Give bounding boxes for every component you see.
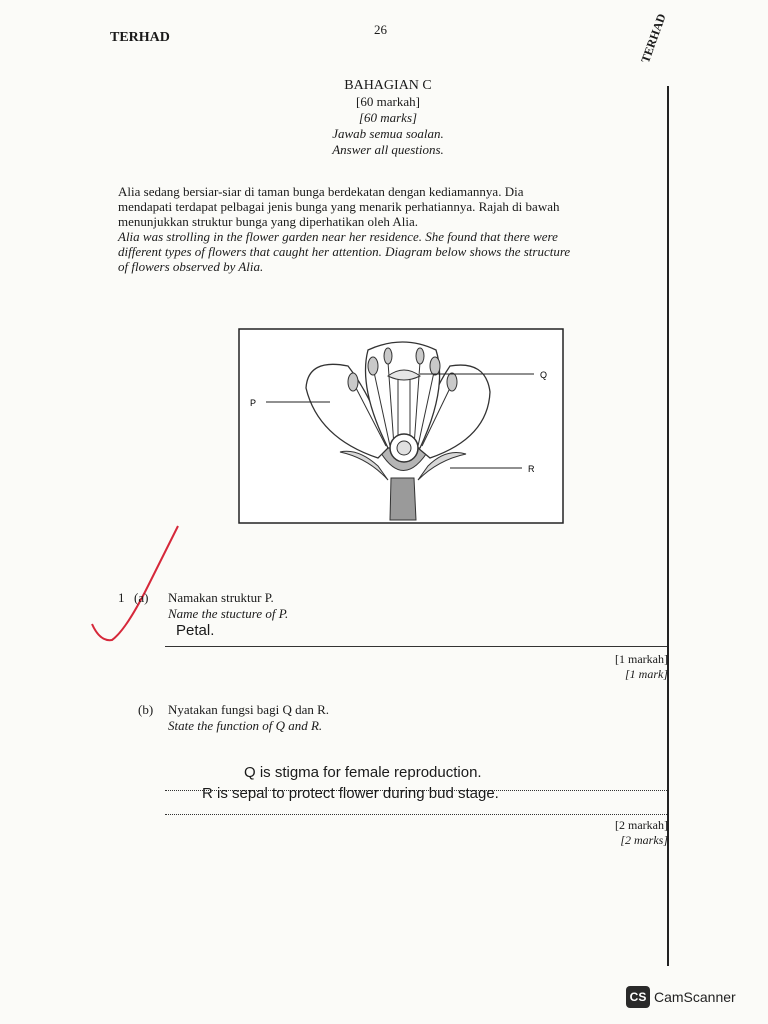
answer-a-line [165,646,667,647]
answer-a: Petal. [176,622,215,639]
question-a-malay: Namakan struktur P. [168,590,274,605]
passage-malay-line: mendapati terdapat pelbagai jenis bunga yang menarik perhatiannya. Rajah di bawah [118,199,560,214]
section-marks-malay: [60 markah] [356,94,420,109]
section-instruction-english: Answer all questions. [332,142,444,157]
corner-label: TERHAD [638,11,669,65]
label-q: Q [540,370,548,380]
camscanner-logo-icon: CS [626,986,650,1008]
passage-malay-line: Alia sedang bersiar-siar di taman bunga berdekatan dengan kediamannya. Dia [118,184,524,199]
section-marks-english: [60 marks] [358,110,418,125]
marks-a-english: [1 mark] [624,667,668,681]
marks-b-malay: [2 markah] [615,818,668,832]
marks-a-malay: [1 markah] [615,652,668,666]
answer-b-dotline2 [165,814,667,815]
section-instruction-malay: Jawab semua soalan. [332,126,444,141]
passage-malay-line: menunjukkan struktur bunga yang diperhatikan oleh Alia. [118,214,419,229]
header-left-label: TERHAD [110,30,170,45]
question-b-malay: Nyatakan fungsi bagi Q dan R. [168,702,330,717]
question-b-part: (b) [138,702,154,717]
question-b-text [168,702,329,734]
question-b-english: State the function of Q and R. [168,718,323,733]
question-number: 1 [118,590,125,605]
marks-b-english: [2 marks] [620,833,668,847]
question-a-text [168,590,288,622]
flower-diagram [238,328,564,524]
marks-b [560,818,668,848]
camscanner-watermark [626,986,736,1008]
tick-mark-icon [86,524,186,648]
label-p: P [250,398,257,408]
camscanner-text: CamScanner [654,989,736,1005]
label-r: R [528,464,535,474]
passage [118,184,658,274]
section-header [238,78,538,158]
passage-english-line: Alia was strolling in the flower garden near her residence. She found that there were [118,229,558,244]
ovule [397,441,411,455]
question-a-english: Name the stucture of P. [168,606,289,621]
marks-a [560,652,668,682]
question-a-part: (a) [134,590,149,605]
passage-english-line: different types of flowers that caught her attention. Diagram below shows the structure [118,244,571,259]
answer-b-line1: Q is stigma for female reproduction. [244,764,482,781]
section-title: BAHAGIAN C [344,78,432,93]
flower-stalk [390,478,416,520]
passage-english-line: of flowers observed by Alia. [118,259,264,274]
page-number: 26 [374,22,387,37]
answer-b-line2: R is sepal to protect flower during bud stage. [202,785,499,802]
